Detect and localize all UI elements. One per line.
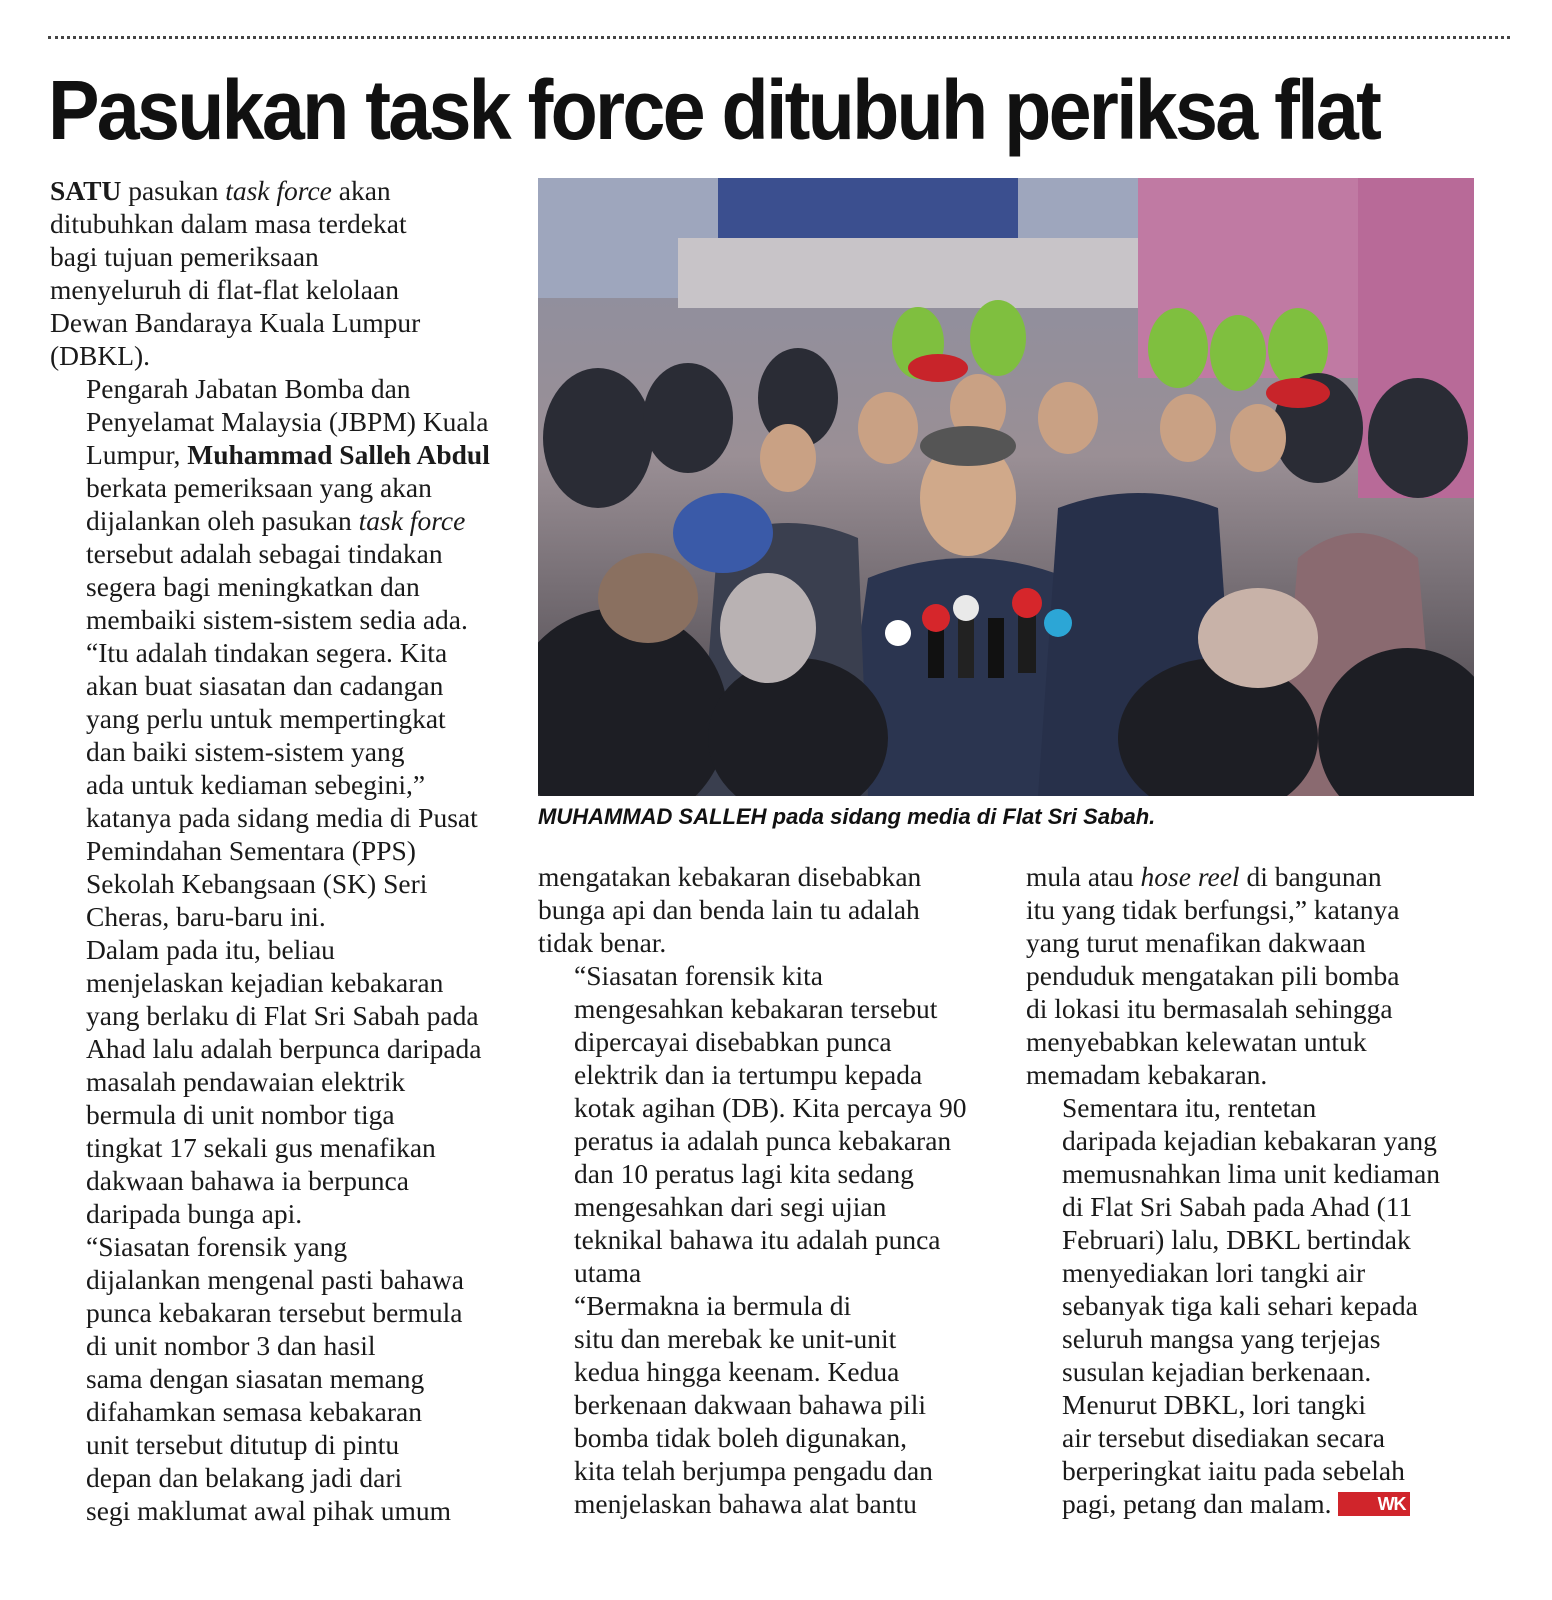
photo-caption: MUHAMMAD SALLEH pada sidang media di Flat Sri Sabah. [538, 804, 1156, 829]
article-column-1 [50, 174, 502, 1527]
paragraph-7: “Bermakna ia bermula di situ dan merebak ke unit-unit kedua hingga keenam. Kedua berkenaan dakwaan bahawa pili bomba tidak boleh digunakan, kita telah berjumpa pengadu dan menjelaskan bahawa alat bantu [574, 1290, 933, 1519]
paragraph-continued: mengatakan kebakaran disebabkan bunga api dan benda lain tu adalah tidak benar. [538, 861, 922, 958]
lead-word: SATU [50, 175, 122, 206]
top-dotted-rule [48, 36, 1510, 39]
term-task-force: task force [358, 505, 466, 536]
paragraph-6: “Siasatan forensik kita mengesahkan kebakaran tersebut dipercayai disebabkan punca elektrik dan ia tertumpu kepada kotak agihan (DB). Kita percaya 90 peratus ia adalah punca kebakaran dan 10 peratus lagi kita sedang mengesahkan dari segi ujian teknikal bahawa itu adalah punca utama [574, 960, 967, 1288]
term-task-force: task force [225, 175, 332, 206]
press-conference-photo [538, 178, 1474, 796]
headline: Pasukan task force ditubuh periksa flat [48, 63, 1380, 157]
paragraph-8: Sementara itu, rentetan daripada kejadian kebakaran yang memusnahkan lima unit kediaman di Flat Sri Sabah pada Ahad (11 Februari) lalu, DBKL bertindak menyediakan lori tangki air sebanyak tiga kali sehari kepada seluruh mangsa yang terjejas susulan kejadian berkenaan. [1062, 1092, 1441, 1387]
paragraph-2: Pengarah Jabatan Bomba dan Penyelamat Malaysia (JBPM) Kuala Lumpur, Muhammad Salleh Abdul berkata pemeriksaan yang akan dijalankan oleh pasukan task force tersebut adalah sebagai tindakan segera bagi meningkatkan dan membaiki sistem-sistem sedia ada. [86, 373, 490, 635]
article-column-2 [538, 860, 990, 1520]
person-name: Muhammad Salleh Abdul [187, 439, 490, 470]
paragraph-9: Menurut DBKL, lori tangki air tersebut disediakan secara berperingkat iaitu pada sebelah pagi, petang dan malam. WK [1026, 1388, 1478, 1520]
term-hose-reel: hose reel [1140, 861, 1240, 892]
paragraph-4: Dalam pada itu, beliau menjelaskan kejadian kebakaran yang berlaku di Flat Sri Sabah pada Ahad lalu adalah berpunca daripada masalah pendawaian elektrik bermula di unit nombor tiga tingkat 17 sekali gus menafikan dakwaan bahawa ia berpunca daripada bunga api. [86, 934, 482, 1229]
paragraph-3: “Itu adalah tindakan segera. Kita akan buat siasatan dan cadangan yang perlu untuk mempertingkat dan baiki sistem-sistem yang ada untuk kediaman sebegini,” katanya pada sidang media di Pusat Pemindahan Sementara (PPS) Sekolah Kebangsaan (SK) Seri Cheras, baru-baru ini. [86, 637, 478, 932]
article-column-3 [1026, 860, 1478, 1520]
photo-illustration [538, 178, 1474, 796]
paragraph-5: “Siasatan forensik yang dijalankan mengenal pasti bahawa punca kebakaran tersebut bermula di unit nombor 3 dan hasil sama dengan siasatan memang difahamkan semasa kebakaran unit tersebut ditutup di pintu depan dan belakang jadi dari segi maklumat awal pihak umum [86, 1231, 464, 1526]
brand-tag: WK [1338, 1492, 1410, 1516]
paragraph-continued: mula atau hose reel di bangunan itu yang tidak berfungsi,” katanya yang turut menafikan dakwaan penduduk mengatakan pili bomba di lokasi itu bermasalah sehingga menyebabkan kelewatan untuk memadam kebakaran. [1026, 861, 1400, 1090]
paragraph-1: SATU pasukan task force akan ditubuhkan dalam masa terdekat bagi tujuan pemeriksaan menyeluruh di flat-flat kelolaan Dewan Bandaraya Kuala Lumpur (DBKL). [50, 175, 421, 371]
